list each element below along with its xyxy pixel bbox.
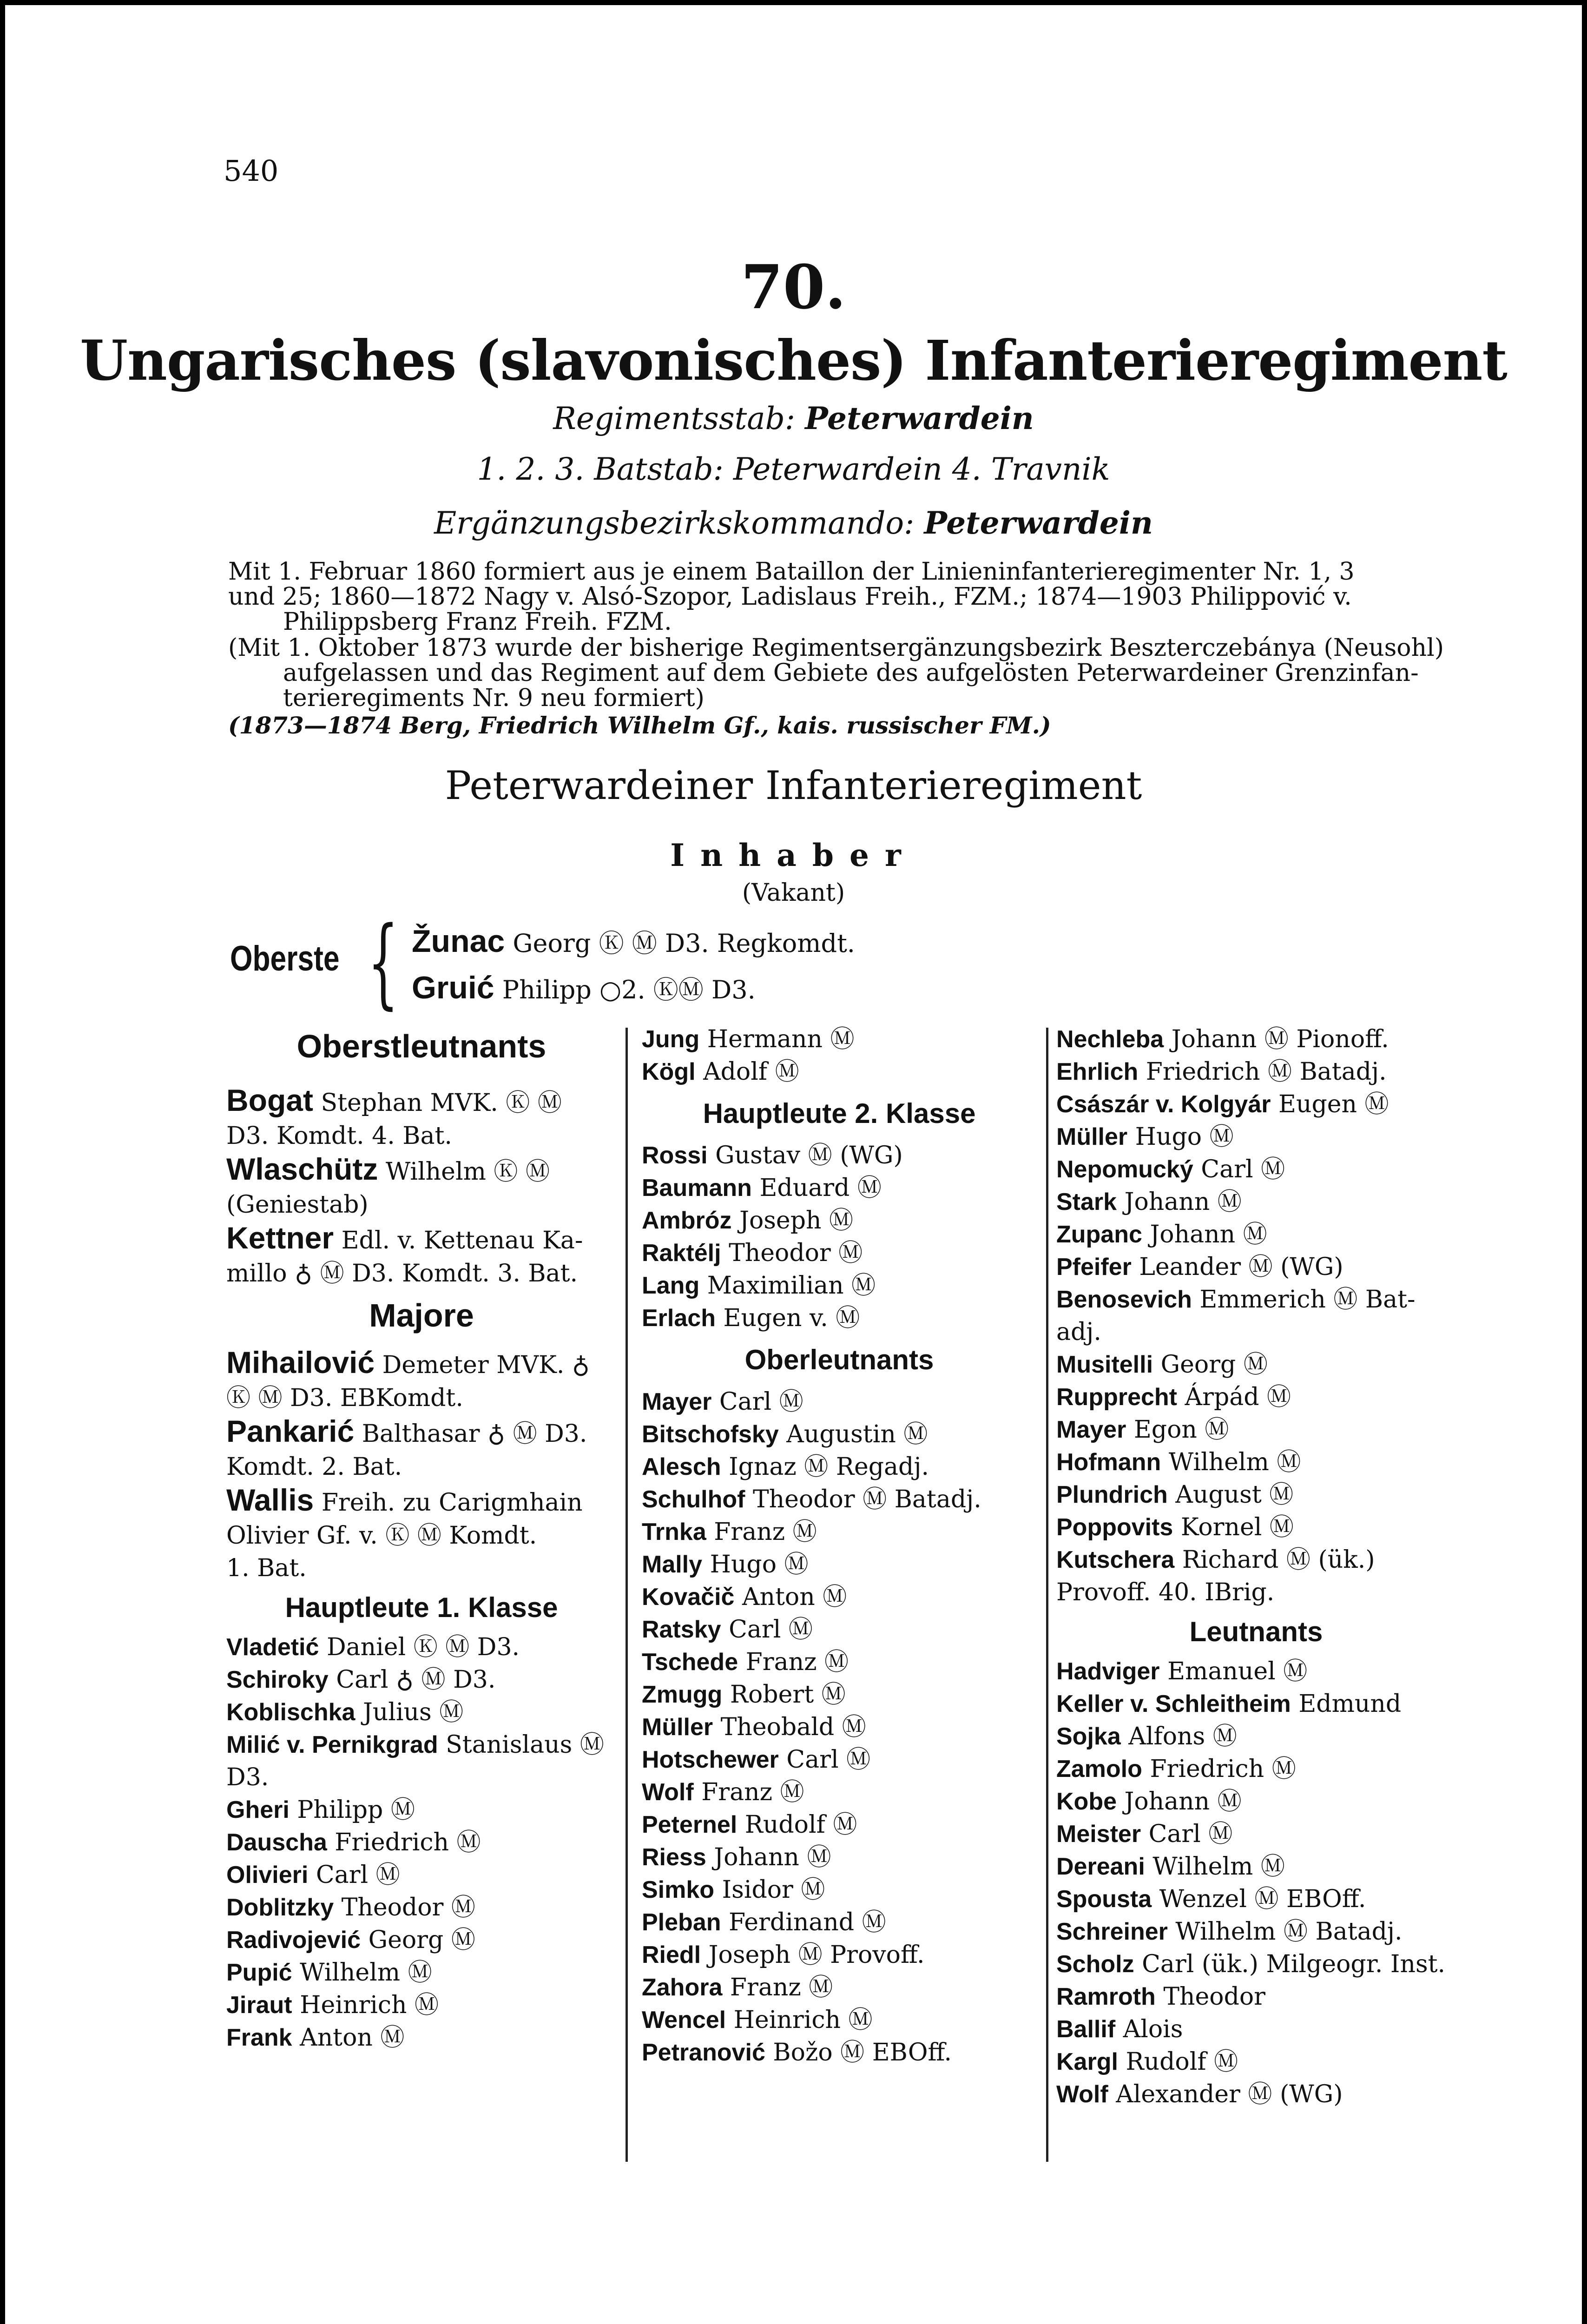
history-line: Mit 1. Februar 1860 formiert aus je einem Bataillon der Linieninfanterieregimenter Nr. 1, 3: [228, 558, 1355, 586]
batstab-line: 1. 2. 3. Batstab: Peterwardein 4. Travnik: [477, 451, 1110, 487]
list-item: Raktélj Theodor Ⓜ: [642, 1239, 863, 1267]
list-item: Wolf Alexander Ⓜ (WG): [1056, 2080, 1343, 2108]
list-item: Musitelli Georg Ⓜ: [1056, 1351, 1268, 1379]
list-item: Hotschewer Carl Ⓜ: [642, 1746, 871, 1774]
history-line: (Mit 1. Oktober 1873 wurde der bisherige Regimentsergänzungsbezirk Beszterczebánya (Neusohl): [228, 634, 1444, 662]
history-line: und 25; 1860—1872 Nagy v. Alsó-Szopor, Ladislaus Freih., FZM.; 1874—1903 Philippović v.: [228, 583, 1352, 611]
list-item: Wallis Freih. zu Carigmhain: [226, 1483, 583, 1517]
list-item: Kovačič Anton Ⓜ: [642, 1583, 847, 1611]
subtitle: Peterwardeiner Infanterieregiment: [445, 763, 1142, 808]
list-item-cont: 1. Bat.: [226, 1554, 307, 1582]
list-item: Zmugg Robert Ⓜ: [642, 1681, 846, 1709]
inhaber-value: (Vakant): [742, 879, 845, 907]
column-1: [226, 1023, 617, 2054]
list-item: Császár v. Kolgyár Eugen Ⓜ: [1056, 1090, 1389, 1118]
list-item: Wencel Heinrich Ⓜ: [642, 2006, 873, 2034]
list-item: Nepomucký Carl Ⓜ: [1056, 1155, 1285, 1183]
list-item: Petranović Božo Ⓜ EBOff.: [642, 2039, 952, 2067]
list-item: Hofmann Wilhelm Ⓜ: [1056, 1448, 1301, 1476]
history-line: terieregiments Nr. 9 neu formiert): [283, 684, 705, 712]
history-paragraph-1: [228, 559, 1448, 634]
list-item: Gheri Philipp Ⓜ: [226, 1796, 415, 1824]
list-item: Plundrich August Ⓜ: [1056, 1481, 1294, 1509]
list-item: Bogat Stephan MVK. Ⓚ Ⓜ: [226, 1083, 562, 1117]
inhaber-heading: Inhaber: [670, 837, 917, 873]
list-item: Nechleba Johann Ⓜ Pionoff.: [1056, 1025, 1389, 1053]
ergaenzung-value: Peterwardein: [924, 505, 1153, 541]
list-item-cont: millo ♁ Ⓜ D3. Komdt. 3. Bat.: [226, 1260, 578, 1287]
list-item-cont: Provoff. 40. IBrig.: [1056, 1578, 1275, 1606]
list-item: Sojka Alfons Ⓜ: [1056, 1723, 1237, 1750]
citation: (1873—1874 Berg, Friedrich Wilhelm Gf., kais. russischer FM.): [228, 712, 1051, 739]
list-item: Wlaschütz Wilhelm Ⓚ Ⓜ: [226, 1152, 550, 1186]
list-item: Ramroth Theodor: [1056, 1983, 1266, 2011]
list-item: Benosevich Emmerich Ⓜ Bat-: [1056, 1286, 1416, 1314]
list-item: Ballif Alois: [1056, 2015, 1183, 2043]
hauptleute-2-heading: Hauptleute 2. Klasse: [703, 1098, 976, 1129]
list-item: Spousta Wenzel Ⓜ EBOff.: [1056, 1885, 1366, 1913]
regimentsstab-value: Peterwardein: [805, 400, 1034, 436]
list-item: Kögl Adolf Ⓜ: [642, 1058, 799, 1086]
column-2: [642, 1023, 1037, 2069]
list-item: Schiroky Carl ♁ Ⓜ D3.: [226, 1666, 496, 1694]
list-item: Trnka Franz Ⓜ: [642, 1518, 817, 1546]
list-item: Koblischka Julius Ⓜ: [226, 1698, 464, 1726]
list-item: Ratsky Carl Ⓜ: [642, 1616, 813, 1644]
oberste-label: Oberste: [230, 939, 340, 978]
regimentsstab-line: [5, 400, 1582, 436]
list-item: Pleban Ferdinand Ⓜ: [642, 1908, 886, 1936]
list-item-cont: Komdt. 2. Bat.: [226, 1453, 402, 1481]
list-item: Müller Theobald Ⓜ: [642, 1713, 866, 1741]
brace: {: [368, 905, 399, 1019]
list-item: Simko Isidor Ⓜ: [642, 1876, 825, 1904]
list-item: Kargl Rudolf Ⓜ: [1056, 2048, 1238, 2076]
list-item: Dauscha Friedrich Ⓜ: [226, 1829, 481, 1856]
list-item: Bitschofsky Augustin Ⓜ: [642, 1420, 928, 1448]
leutnants-heading: Leutnants: [1189, 1616, 1323, 1647]
list-item: Peternel Rudolf Ⓜ: [642, 1811, 857, 1839]
list-item: Dereani Wilhelm Ⓜ: [1056, 1853, 1285, 1881]
list-item: Tschede Franz Ⓜ: [642, 1648, 849, 1676]
list-item: Alesch Ignaz Ⓜ Regadj.: [642, 1453, 929, 1481]
list-item: Mayer Egon Ⓜ: [1056, 1416, 1229, 1444]
list-item: Müller Hugo Ⓜ: [1056, 1123, 1234, 1151]
ergaenzung-line: [5, 505, 1582, 541]
list-item: Mihailović Demeter MVK. ♁: [226, 1345, 590, 1380]
list-item: Rupprecht Árpád Ⓜ: [1056, 1383, 1291, 1411]
history-line: Philippsberg Franz Freih. FZM.: [283, 608, 672, 636]
oberstleutnants-heading: Oberstleutnants: [296, 1028, 547, 1064]
list-item: Vladetić Daniel Ⓚ Ⓜ D3.: [226, 1633, 520, 1661]
regimentsstab-label: Regimentsstab:: [553, 401, 796, 436]
hauptleute-1-heading: Hauptleute 1. Klasse: [285, 1592, 558, 1623]
list-item: Zupanc Johann Ⓜ: [1056, 1221, 1267, 1248]
list-item: Hadviger Emanuel Ⓜ: [1056, 1657, 1308, 1685]
list-item: Ambróz Joseph Ⓜ: [642, 1207, 854, 1235]
list-item: Schreiner Wilhelm Ⓜ Batadj.: [1056, 1918, 1403, 1946]
list-item: Baumann Eduard Ⓜ: [642, 1174, 882, 1202]
page-title: Ungarisches (slavonisches) Infanterieregiment: [80, 328, 1507, 393]
oberst-entry: Žunac Georg Ⓚ Ⓜ D3. Regkomdt.: [412, 924, 855, 959]
list-item-cont: adj.: [1056, 1318, 1101, 1346]
column-3: [1056, 1023, 1456, 2111]
ergaenzung-label: Ergänzungsbezirkskommando:: [434, 505, 915, 541]
list-item-cont: D3. Komdt. 4. Bat.: [226, 1122, 452, 1150]
list-item: Ehrlich Friedrich Ⓜ Batadj.: [1056, 1058, 1387, 1086]
column-divider: [1046, 1028, 1048, 2162]
list-item: Mally Hugo Ⓜ: [642, 1551, 809, 1578]
list-item-cont: Ⓚ Ⓜ D3. EBKomdt.: [226, 1384, 463, 1412]
list-item: Jung Hermann Ⓜ: [642, 1025, 855, 1053]
list-item: Erlach Eugen v. Ⓜ: [642, 1304, 860, 1332]
column-divider: [626, 1028, 628, 2162]
list-item: Keller v. Schleitheim Edmund: [1056, 1690, 1402, 1718]
page-number: 540: [224, 154, 279, 188]
list-item: Scholz Carl (ük.) Milgeogr. Inst.: [1056, 1950, 1446, 1978]
list-item-cont: D3.: [226, 1763, 269, 1791]
list-item: Kutschera Richard Ⓜ (ük.): [1056, 1546, 1375, 1574]
list-item: Lang Maximilian Ⓜ: [642, 1272, 876, 1300]
list-item: Meister Carl Ⓜ: [1056, 1820, 1233, 1848]
list-item: Milić v. Pernikgrad Stanislaus Ⓜ: [226, 1731, 604, 1759]
list-item: Zahora Franz Ⓜ: [642, 1974, 833, 2001]
list-item: Rossi Gustav Ⓜ (WG): [642, 1142, 903, 1169]
list-item: Schulhof Theodor Ⓜ Batadj.: [642, 1486, 981, 1513]
list-item: Frank Anton Ⓜ: [226, 2024, 405, 2052]
list-item: Zamolo Friedrich Ⓜ: [1056, 1755, 1296, 1783]
history-paragraph-2: [228, 635, 1448, 711]
list-item: Jiraut Heinrich Ⓜ: [226, 1991, 439, 2019]
list-item: Pfeifer Leander Ⓜ (WG): [1056, 1253, 1343, 1281]
list-item: Wolf Franz Ⓜ: [642, 1778, 804, 1806]
list-item: Olivieri Carl Ⓜ: [226, 1861, 400, 1889]
list-item: Stark Johann Ⓜ: [1056, 1188, 1242, 1216]
list-item: Kettner Edl. v. Kettenau Ka-: [226, 1221, 583, 1255]
regiment-number: 70.: [741, 251, 846, 323]
list-item: Radivojević Georg Ⓜ: [226, 1926, 475, 1954]
oberst-entry: Gruić Philipp ○2. ⓀⓂ D3.: [412, 970, 756, 1005]
oberleutnants-heading: Oberleutnants: [744, 1344, 934, 1375]
list-item-cont: (Geniestab): [226, 1191, 369, 1219]
list-item: Pupić Wilhelm Ⓜ: [226, 1959, 432, 1987]
list-item: Pankarić Balthasar ♁ Ⓜ D3.: [226, 1414, 587, 1448]
list-item-cont: Olivier Gf. v. Ⓚ Ⓜ Komdt.: [226, 1522, 537, 1550]
list-item: Riess Johann Ⓜ: [642, 1843, 831, 1871]
list-item: Riedl Joseph Ⓜ Provoff.: [642, 1941, 925, 1969]
list-item: Doblitzky Theodor Ⓜ: [226, 1894, 475, 1921]
list-item: Poppovits Kornel Ⓜ: [1056, 1513, 1294, 1541]
majore-heading: Majore: [369, 1297, 474, 1334]
list-item: Kobe Johann Ⓜ: [1056, 1788, 1242, 1816]
history-line: aufgelassen und das Regiment auf dem Gebiete des aufgelösten Peterwardeiner Grenzinfan-: [283, 659, 1419, 687]
list-item: Mayer Carl Ⓜ: [642, 1388, 803, 1416]
